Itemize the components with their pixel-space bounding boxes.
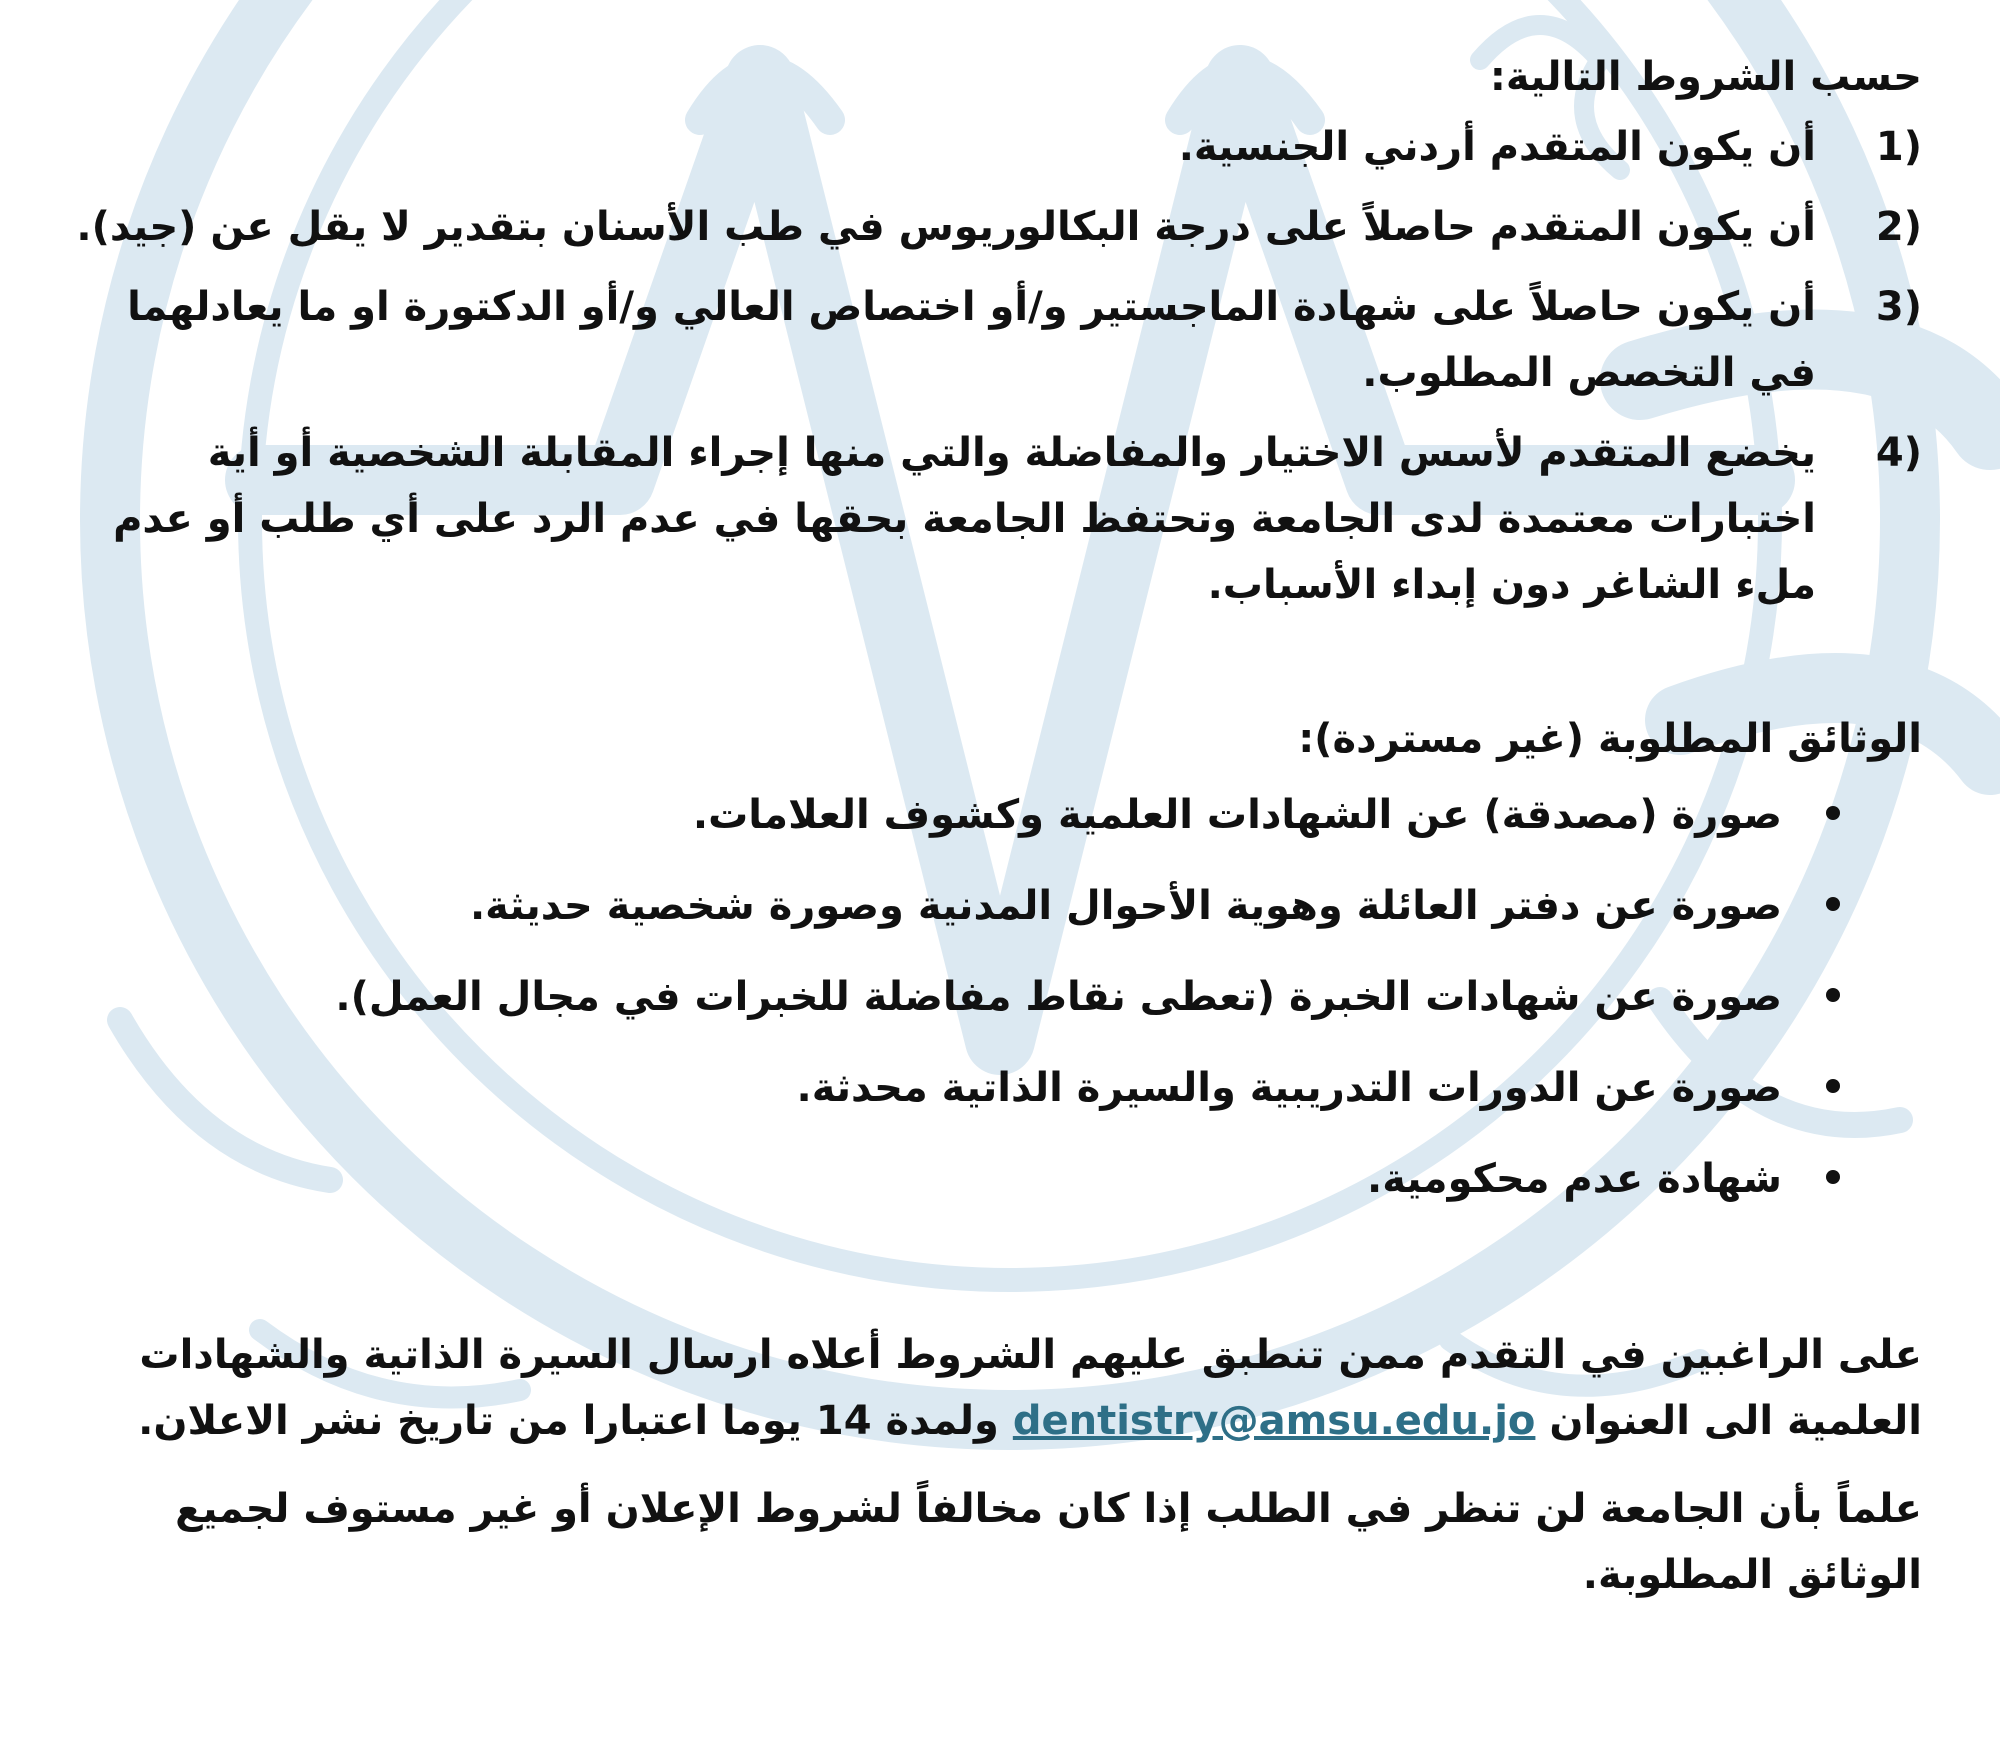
condition-text: أن يكون المتقدم حاصلاً على درجة البكالوريوس في طب الأسنان بتقدير لا يقل عن (جيد). xyxy=(76,204,1816,250)
email-link[interactable]: dentistry@amsu.edu.jo xyxy=(1012,1398,1536,1444)
announcement-text xyxy=(60,44,1922,1608)
condition-number: 4) xyxy=(1875,430,1922,476)
conditions-heading: حسب الشروط التالية: xyxy=(1489,54,1922,100)
condition-number: 3) xyxy=(1875,284,1922,330)
documents-heading: الوثائق المطلوبة (غير مستردة): xyxy=(1298,716,1922,762)
document-text: صورة (مصدقة) عن الشهادات العلمية وكشوف العلامات. xyxy=(692,792,1782,838)
application-text: على الراغبين في التقدم ممن تنطبق عليهم الشروط أعلاه ارسال السيرة الذاتية والشهادات العلمية الى العنوان xyxy=(139,1332,1922,1444)
bullet-icon xyxy=(1826,1079,1840,1093)
notice-paragraph: علماً بأن الجامعة لن تنظر في الطلب إذا كان مخالفاً لشروط الإعلان أو غير مستوف لجميع الوثائق المطلوبة. xyxy=(175,1486,1922,1598)
document-text: صورة عن شهادات الخبرة (تعطى نقاط مفاضلة للخبرات في مجال العمل). xyxy=(335,974,1782,1020)
document-text: شهادة عدم محكومية. xyxy=(1367,1156,1782,1202)
documents-list xyxy=(60,782,1922,1212)
bullet-icon xyxy=(1826,988,1840,1002)
document-item xyxy=(60,873,1922,939)
condition-number: 2) xyxy=(1875,204,1922,250)
condition-item xyxy=(60,114,1922,180)
document-item xyxy=(60,964,1922,1030)
document-item xyxy=(60,782,1922,848)
condition-text: أن يكون حاصلاً على شهادة الماجستير و/أو اختصاص العالي و/أو الدكتورة او ما يعادلهما في التخصص المطلوب. xyxy=(127,284,1816,396)
condition-text: يخضع المتقدم لأسس الاختيار والمفاضلة والتي منها إجراء المقابلة الشخصية أو أية اختبارات معتمدة لدى الجامعة وتحتفظ الجامعة بحقها في عدم الرد على أي طلب أو عدم ملء الشاغر دون إبداء الأسباب. xyxy=(113,430,1816,608)
conditions-list xyxy=(60,114,1922,618)
condition-item xyxy=(60,194,1922,260)
document-text: صورة عن دفتر العائلة وهوية الأحوال المدنية وصورة شخصية حديثة. xyxy=(469,883,1782,929)
condition-item xyxy=(60,274,1922,406)
condition-text: أن يكون المتقدم أردني الجنسية. xyxy=(1178,124,1816,170)
condition-number: 1) xyxy=(1875,124,1922,170)
application-instructions xyxy=(60,1322,1922,1454)
bullet-icon xyxy=(1826,897,1840,911)
document-item xyxy=(60,1055,1922,1121)
document-item xyxy=(60,1146,1922,1212)
document-text: صورة عن الدورات التدريبية والسيرة الذاتية محدثة. xyxy=(796,1065,1782,1111)
application-deadline-text: ولمدة 14 يوما اعتبارا من تاريخ نشر الاعلان. xyxy=(138,1398,999,1444)
bullet-icon xyxy=(1826,806,1840,820)
bullet-icon xyxy=(1826,1170,1840,1184)
condition-item xyxy=(60,420,1922,618)
